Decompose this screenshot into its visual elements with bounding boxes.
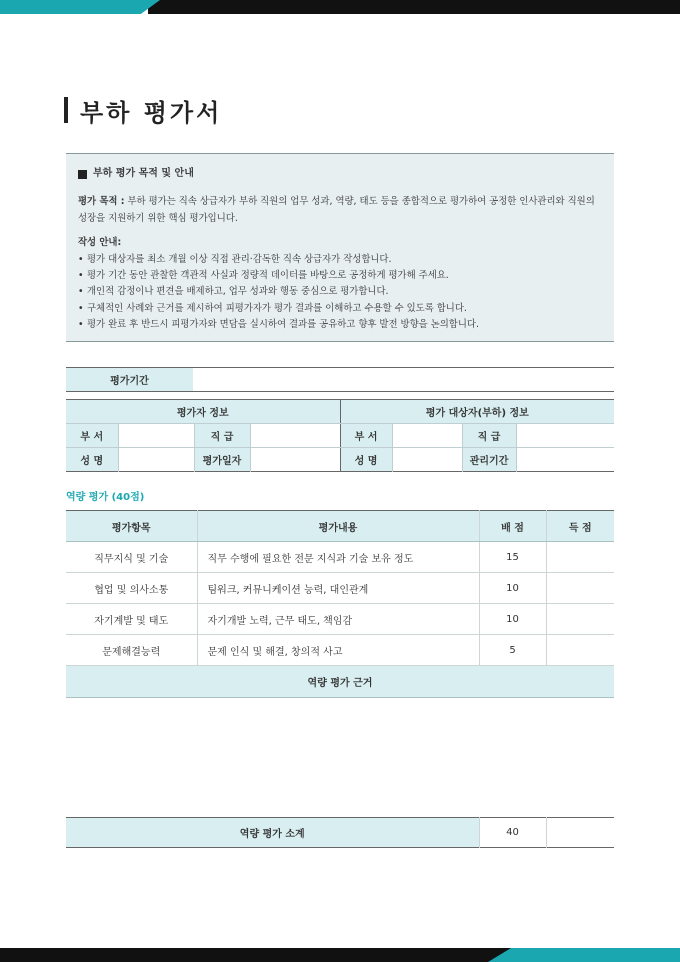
row-item: 문제해결능력 — [66, 635, 197, 666]
instruction-item: • 개인적 감정이나 편견을 배제하고, 업무 성과와 행동 중심으로 평가합니다. — [78, 284, 602, 300]
row-score-field[interactable] — [546, 542, 614, 573]
column-header-score: 득 점 — [546, 511, 614, 542]
basis-text-row — [66, 698, 614, 820]
evaluatee-name-field[interactable] — [392, 448, 462, 472]
row-item: 자기계발 및 태도 — [66, 604, 197, 635]
period-label: 평가기간 — [66, 368, 193, 392]
instructions-list — [78, 252, 602, 334]
row-weight: 10 — [479, 604, 546, 635]
evaluatee-info-header: 평가 대상자(부하) 정보 — [340, 400, 614, 424]
row-score-field[interactable] — [546, 573, 614, 604]
evaluatee-rank-label: 직 급 — [462, 424, 516, 448]
evaluation-date-field[interactable] — [250, 448, 340, 472]
bottom-decor-bar — [0, 948, 680, 962]
title-block — [64, 94, 222, 126]
management-period-field[interactable] — [516, 448, 614, 472]
title-marker — [64, 97, 68, 123]
competency-table — [66, 510, 614, 820]
row-content: 직무 수행에 필요한 전문 지식과 기술 보유 정도 — [197, 542, 479, 573]
guide-heading: 부하 평가 목적 및 안내 — [93, 168, 194, 179]
evaluatee-dept-field[interactable] — [392, 424, 462, 448]
period-field[interactable] — [193, 368, 614, 392]
column-header-content: 평가내용 — [197, 511, 479, 542]
table-row — [66, 635, 614, 666]
bottom-bar-dark — [0, 948, 540, 962]
instructions-label: 작성 안내: — [78, 237, 122, 249]
row-weight: 5 — [479, 635, 546, 666]
row-item: 협업 및 의사소통 — [66, 573, 197, 604]
basis-header-row — [66, 666, 614, 698]
competency-section-title: 역량 평가 (40점) — [66, 492, 145, 503]
top-bar-accent — [0, 0, 160, 14]
guide-heading-row — [78, 166, 602, 182]
instruction-item: • 평가 기간 동안 관찰한 객관적 사실과 정량적 데이터를 바탕으로 공정하게 평가해 주세요. — [78, 268, 602, 284]
competency-header-row — [66, 511, 614, 542]
bottom-bar-accent — [488, 948, 680, 962]
instruction-item: • 구체적인 사례와 근거를 제시하여 피평가자가 평가 결과를 이해하고 수용할 수 있도록 합니다. — [78, 301, 602, 317]
column-header-item: 평가항목 — [66, 511, 197, 542]
competency-basis-field[interactable] — [66, 698, 614, 820]
top-bar-dark — [148, 0, 680, 14]
personnel-info-table — [66, 399, 614, 472]
row-item: 직무지식 및 기술 — [66, 542, 197, 573]
evaluator-name-field[interactable] — [118, 448, 194, 472]
management-period-label: 관리기간 — [462, 448, 516, 472]
evaluator-dept-field[interactable] — [118, 424, 194, 448]
row-content: 문제 인식 및 해결, 창의적 사고 — [197, 635, 479, 666]
table-row — [66, 542, 614, 573]
evaluatee-rank-field[interactable] — [516, 424, 614, 448]
purpose-paragraph — [78, 194, 602, 227]
subtotal-weight: 40 — [479, 818, 546, 848]
competency-subtotal-table — [66, 817, 614, 848]
row-score-field[interactable] — [546, 604, 614, 635]
instruction-item: • 평가 대상자를 최소 개월 이상 직접 관리·감독한 직속 상급자가 작성합니다. — [78, 252, 602, 268]
subtotal-score-field[interactable] — [546, 818, 614, 848]
competency-basis-label: 역량 평가 근거 — [66, 666, 614, 698]
row-weight: 15 — [479, 542, 546, 573]
evaluator-name-label: 성 명 — [66, 448, 118, 472]
instruction-item: • 평가 완료 후 반드시 피평가자와 면담을 실시하여 결과를 공유하고 향후 발전 방향을 논의합니다. — [78, 317, 602, 333]
top-decor-bar — [0, 0, 680, 14]
evaluator-info-header: 평가자 정보 — [66, 400, 340, 424]
subtotal-label: 역량 평가 소계 — [66, 818, 479, 848]
square-bullet-icon — [78, 170, 87, 179]
guide-box — [66, 153, 614, 342]
evaluation-period-table — [66, 367, 614, 392]
purpose-label: 평가 목적 : — [78, 196, 125, 208]
evaluation-date-label: 평가일자 — [194, 448, 250, 472]
row-content: 팀워크, 커뮤니케이션 능력, 대인관계 — [197, 573, 479, 604]
table-row — [66, 573, 614, 604]
evaluatee-dept-label: 부 서 — [340, 424, 392, 448]
row-content: 자기개발 노력, 근무 태도, 책임감 — [197, 604, 479, 635]
evaluator-rank-field[interactable] — [250, 424, 340, 448]
row-weight: 10 — [479, 573, 546, 604]
document-title: 부하 평가서 — [80, 98, 223, 127]
evaluator-rank-label: 직 급 — [194, 424, 250, 448]
table-row — [66, 604, 614, 635]
purpose-text: 부하 평가는 직속 상급자가 부하 직원의 업무 성과, 역량, 태도 등을 종합적으로 평가하여 공정한 인사관리와 직원의 성장을 지원하기 위한 핵심 평가입니다. — [78, 196, 595, 224]
row-score-field[interactable] — [546, 635, 614, 666]
evaluatee-name-label: 성 명 — [340, 448, 392, 472]
column-header-weight: 배 점 — [479, 511, 546, 542]
evaluator-dept-label: 부 서 — [66, 424, 118, 448]
